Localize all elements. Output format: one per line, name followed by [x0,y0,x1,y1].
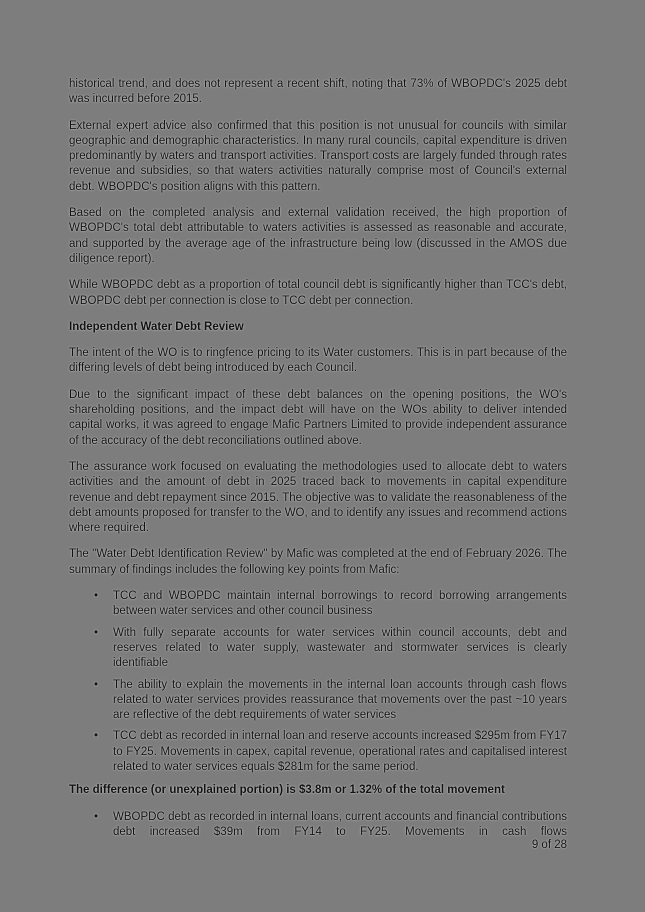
findings-list [69,589,567,775]
finding-item-internal-borrowings: • TCC and WBOPDC maintain internal borrowings to record borrowing arrangements between water services and other council business [113,589,567,620]
finding-item-loan-movements: • The ability to explain the movements in the internal loan accounts through cash flows related to water services provides reassurance that movements over the past ~10 years are reflective of the debt requirements of water services [113,678,567,724]
finding-item-tcc-debt-increase: • TCC debt as recorded in internal loan and reserve accounts increased $295m from FY17 to FY25. Movements in capex, capital revenue, operational rates and capitalised interest related to water services equals $281m for the same period. [113,729,567,775]
finding-item-separate-accounts: • With fully separate accounts for water services within council accounts, debt and reserves related to water supply, wastewater and stormwater services is clearly identifiable [113,626,567,672]
paragraph-mafic-engagement: Due to the significant impact of these debt balances on the opening positions, the WO's shareholding positions, and the impact debt will have on the WOs ability to deliver intended capital works, it was agreed to engage Mafic Partners Limited to provide independent assurance of the accuracy of the debt reconciliations outlined above. [69,388,567,447]
paragraph-external-expert-advice: External expert advice also confirmed that this position is not unusual for councils with similar geographic and demographic characteristics. In many rural councils, capital expenditure is driven predominantly by waters and transport activities. Transport costs are largely funded through rates revenue and subsidies, so that waters activities naturally comprise most of Council's external debt. WBOPDC's position aligns with this pattern. [69,119,567,193]
movement-item-wbopdc-debt: • WBOPDC debt as recorded in internal loans, current accounts and financial contributions debt increased $39m from FY14 to FY25. Movements in cash flows [113,810,567,841]
paragraph-assurance-work: The assurance work focused on evaluating the methodologies used to allocate debt to waters activities and the amount of debt in 2025 traced back to movements in capital expenditure revenue and debt repayment since 2015. The objective was to validate the reasonableness of the debt amounts proposed for transfer to the WO, and to identify any issues and recommend actions where required. [69,460,567,535]
page-number: 9 of 28 [531,839,567,851]
paragraph-debt-proportion: While WBOPDC debt as a proportion of total council debt is significantly higher than TCC's debt, WBOPDC debt per connection is close to TCC debt per connection. [69,279,567,307]
paragraph-historical-trend: historical trend, and does not represent a recent shift, noting that 73% of WBOPDC's 2025 debt was incurred before 2015. [69,78,567,106]
document-content [69,77,567,846]
paragraph-wo-intent: The intent of the WO is to ringfence pricing to its Water customers. This is in part because of the differing levels of debt being introduced by each Council. [69,347,567,375]
difference-statement: The difference (or unexplained portion) is $3.8m or 1.32% of the total movement [69,784,505,797]
heading-independent-water-debt-review: Independent Water Debt Review [69,320,244,333]
movement-list [69,810,567,841]
paragraph-review-completed: The "Water Debt Identification Review" by Mafic was completed at the end of February 2026. The summary of findings includes the following key points from Mafic: [69,548,567,576]
paragraph-completed-analysis: Based on the completed analysis and external validation received, the high proportion of WBOPDC's total debt attributable to waters activities is assessed as reasonable and accurate, and supported by the average age of the infrastructure being low (discussed in the AMOS due diligence report). [69,207,567,265]
